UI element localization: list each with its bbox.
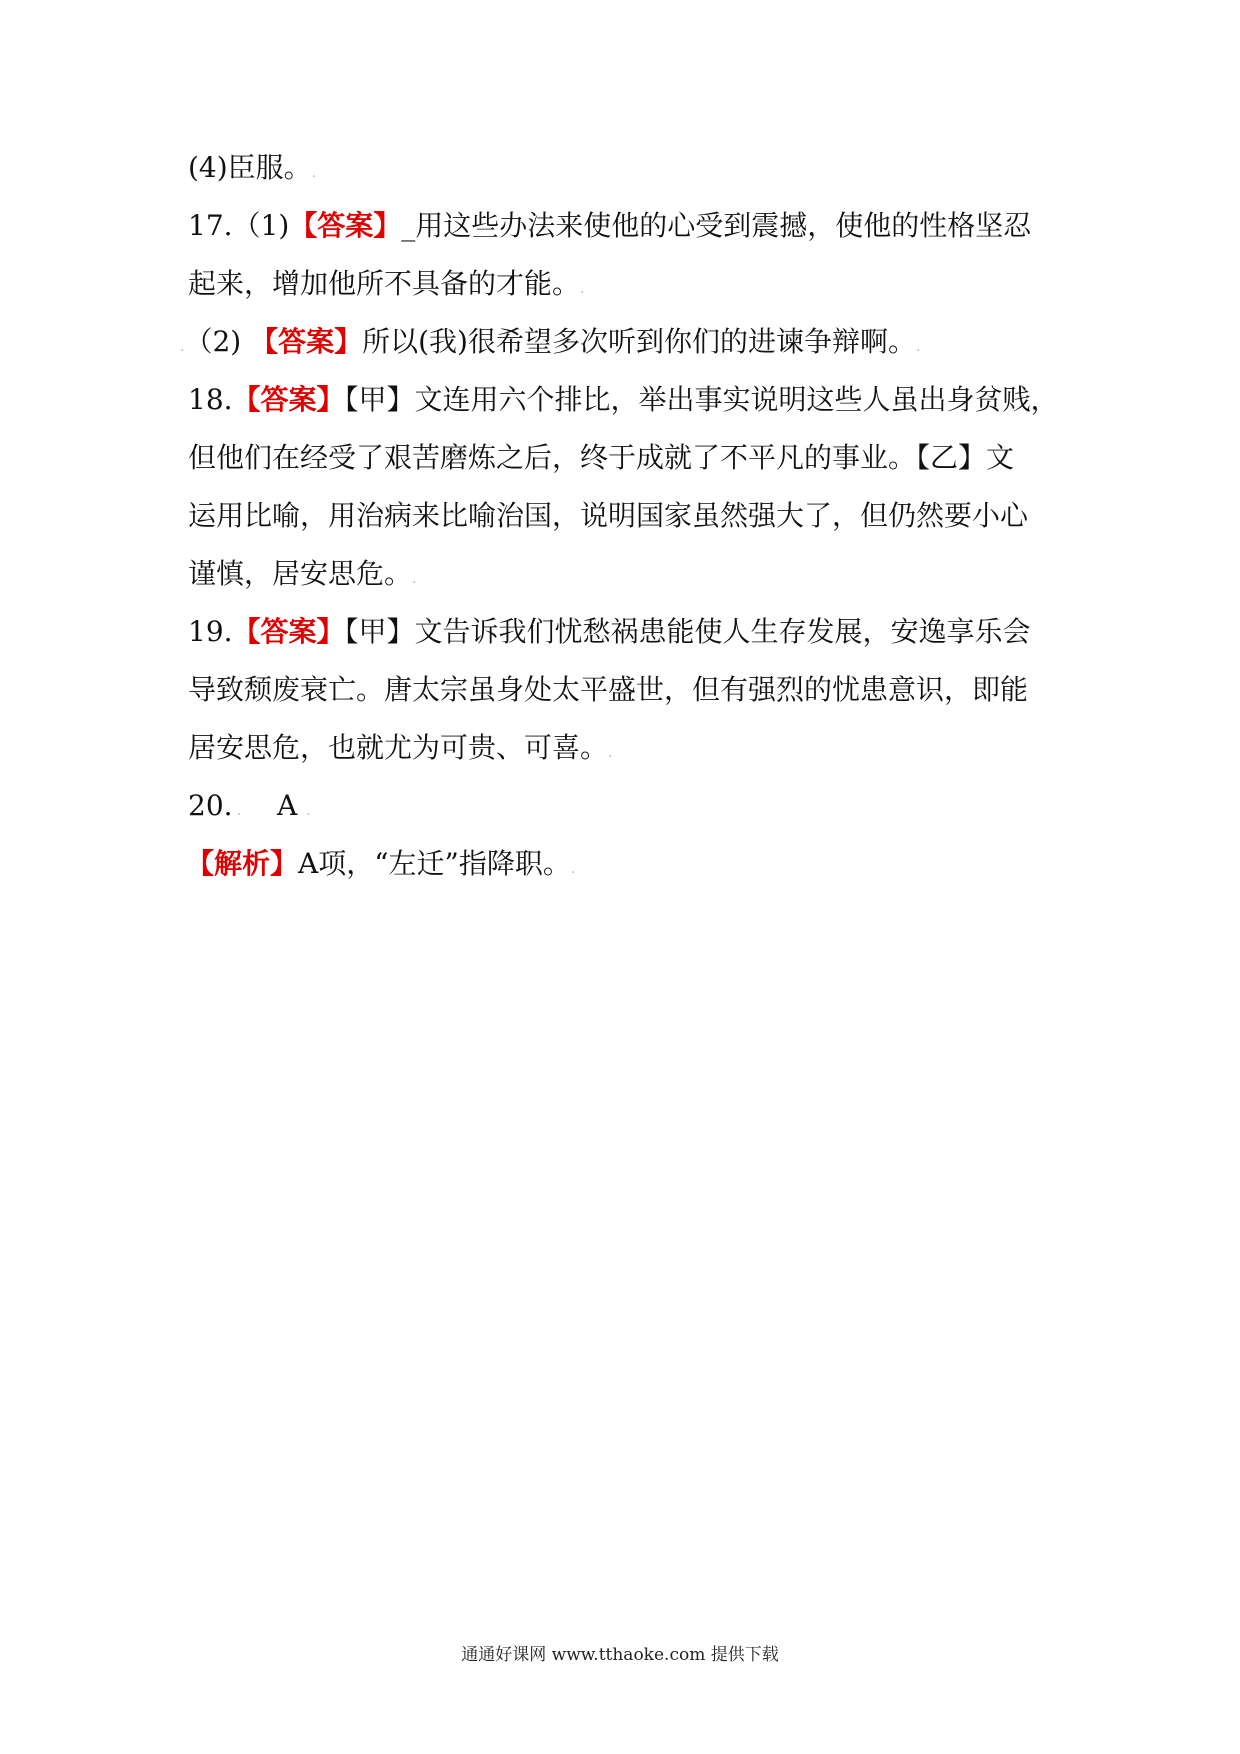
line-text: 导致颓废衰亡。唐太宗虽身处太平盛世，但有强烈的忧患意识，即能 [188, 673, 1029, 706]
answer-line-18-cont-2 [188, 496, 1028, 536]
paragraph-mark-icon: . [306, 803, 311, 819]
line-text: 但他们在经受了艰苦磨炼之后，终于成就了不平凡的事业。【乙】文 [188, 441, 1015, 474]
question-number: 17.（1) [188, 209, 290, 242]
answer-tag: 【答案】 [232, 383, 345, 416]
line-text: 居安思危，也就尤为可贵、可喜。 [188, 731, 609, 764]
answer-line-19-cont-2 [188, 728, 612, 773]
answer-line-18-cont-1 [188, 438, 1014, 478]
analysis-line-20 [186, 844, 575, 889]
answer-line-16-4 [188, 148, 316, 193]
answer-line-18-cont-3 [188, 554, 416, 599]
answer-tag: 【答案】 [289, 209, 402, 242]
answer-tag: 【答案】 [250, 325, 363, 358]
answer-line-17-2 [180, 322, 920, 367]
line-text: _用这些办法来使他的心受到震撼，使他的性格坚忍 [401, 209, 1032, 242]
answer-line-17-1-cont [188, 264, 584, 309]
answer-line-19 [188, 612, 1031, 652]
analysis-tag: 【解析】 [186, 847, 299, 880]
line-text: 运用比喻，用治病来比喻治国，说明国家虽然强大了，但仍然要小心 [188, 499, 1029, 532]
paragraph-mark-icon: . [412, 571, 417, 587]
line-text: 谨慎，居安思危。 [188, 557, 413, 590]
question-number: （2) [184, 325, 242, 358]
paragraph-mark-icon: . [180, 339, 185, 355]
question-number: 18. [188, 383, 233, 416]
line-text: 【甲】文告诉我们忧愁祸患能使人生存发展，安逸享乐会 [344, 615, 1031, 648]
question-number: 19. [188, 615, 233, 648]
paragraph-mark-icon: . [580, 281, 585, 297]
paragraph-mark-icon: . [311, 165, 317, 181]
line-text: 【甲】文连用六个排比，举出事实说明这些人虽出身贫贱， [344, 383, 1059, 416]
line-text: A项，“左迁”指降职。 [298, 847, 571, 880]
line-text: 起来，增加他所不具备的才能。 [188, 267, 581, 300]
answer-line-18 [188, 380, 1059, 420]
line-text: 所以(我)很希望多次听到你们的进谏争辩啊。 [362, 325, 916, 358]
question-number: 20. [188, 789, 233, 822]
answer-choice: A [277, 789, 298, 822]
page-footer: 通通好课网 www.tthaoke.com 提供下载 [461, 1645, 779, 1665]
answer-line-17-1 [188, 206, 1031, 246]
paragraph-mark-icon: . [570, 861, 576, 877]
line-text: (4)臣服。 [188, 151, 312, 184]
answer-tag: 【答案】 [232, 615, 345, 648]
paragraph-mark-icon: . [232, 803, 242, 819]
answer-line-19-cont-1 [188, 670, 1028, 710]
paragraph-mark-icon: . [915, 339, 921, 355]
answer-line-20 [188, 786, 311, 831]
paragraph-mark-icon: . [608, 745, 613, 761]
